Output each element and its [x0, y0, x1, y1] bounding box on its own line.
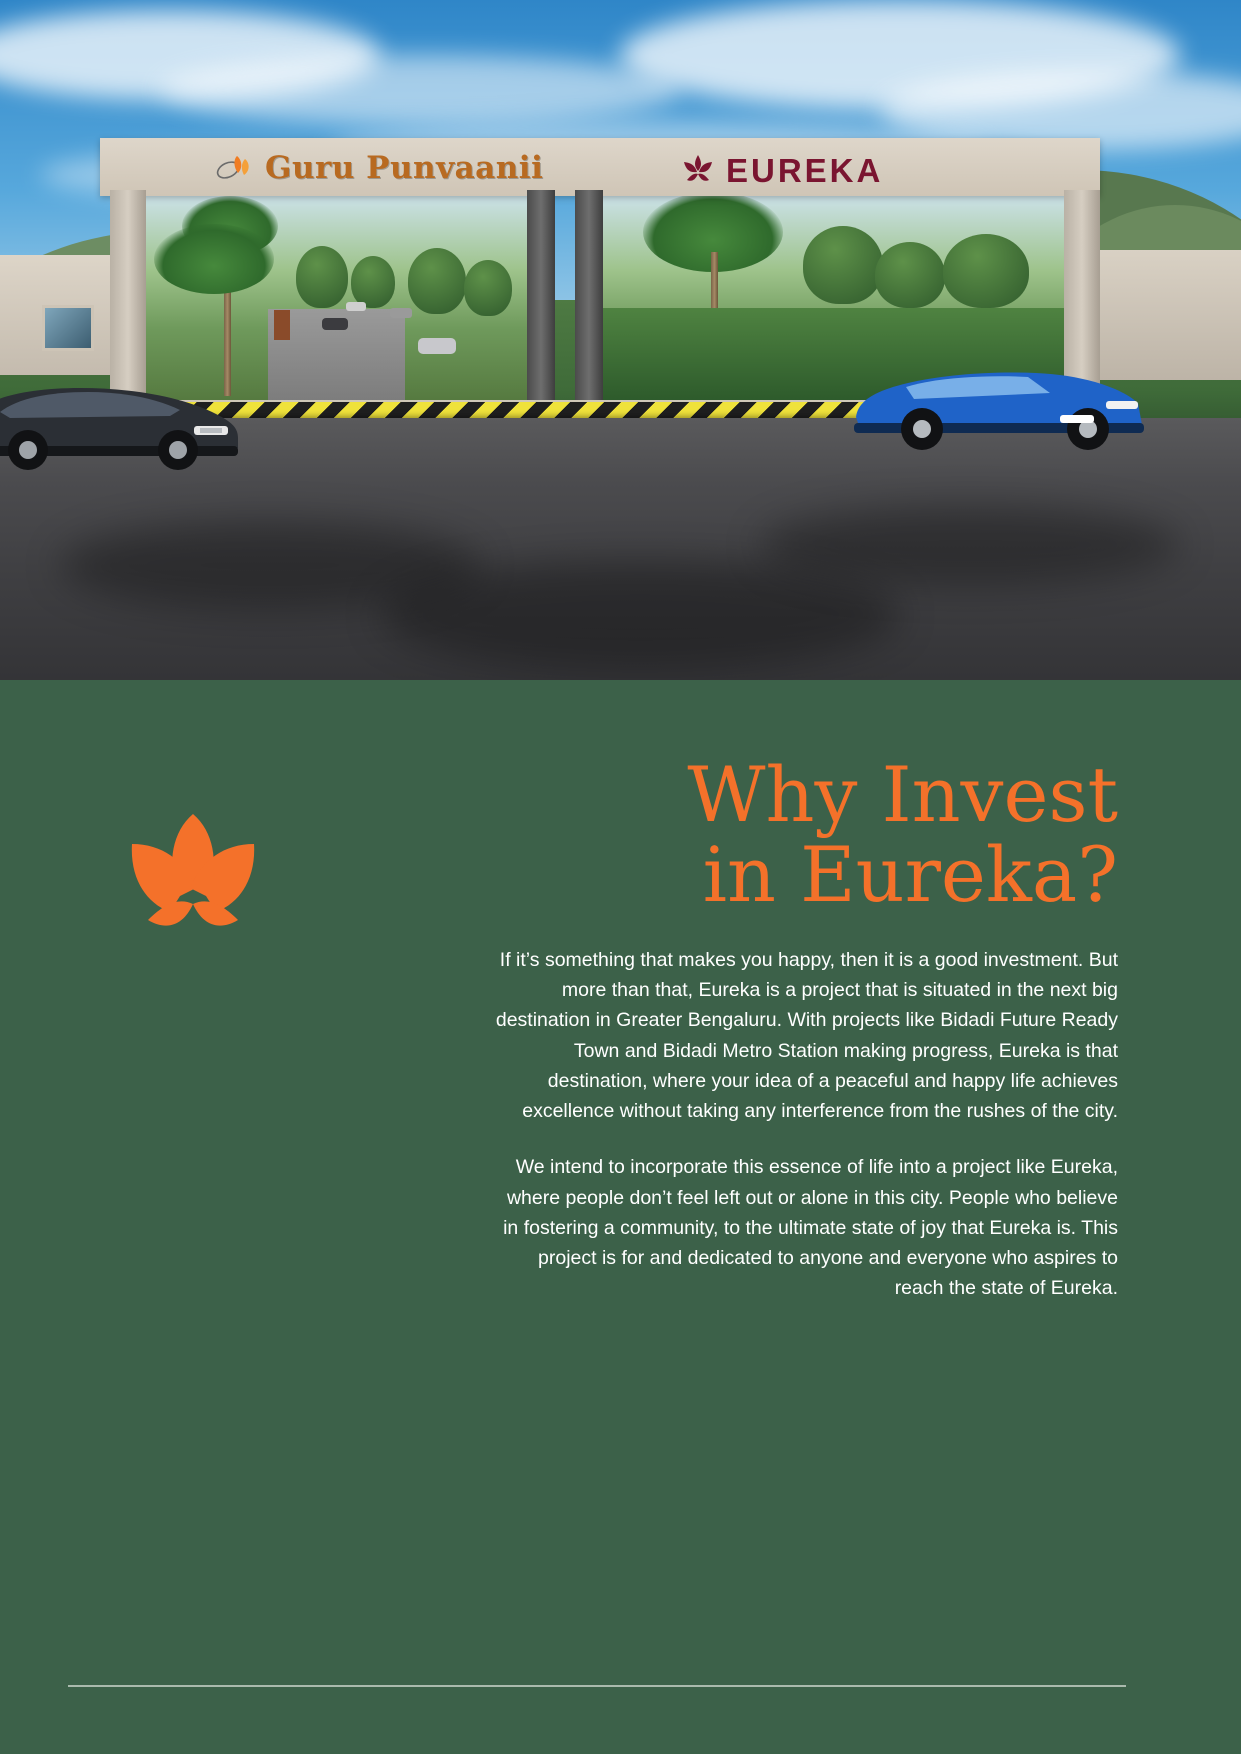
tree-shape [296, 246, 348, 308]
body-copy [490, 945, 1118, 1303]
hero-image [0, 0, 1241, 680]
car-shape [418, 338, 456, 354]
tree-shadow [760, 505, 1180, 585]
gate-house-window [42, 305, 94, 351]
gate-signage-right [680, 152, 883, 190]
gate-signage-left-text: Guru Punvaanii [265, 150, 544, 186]
gate-signage-right-text: EUREKA [726, 152, 884, 189]
paragraph-1: If it’s something that makes you happy, then it is a good investment. But more than that, Eureka is a project that is situated in the next big destination in Greater Bengaluru. With projects like Bidadi Future Ready Town and Bidadi Metro Station making progress, Eureka is that destination, where your idea of a peaceful and happy life achieves excellence without taking any interference from the rushes of the city. [495, 949, 1118, 1123]
tree-shape [464, 260, 512, 316]
car-shape [390, 308, 412, 318]
palm-tree-icon [154, 224, 274, 294]
guru-punvaanii-leaf-logo [215, 150, 255, 186]
gate-pillar [527, 190, 555, 425]
cloud-shape [160, 55, 680, 125]
paragraph-2: We intend to incorporate this essence of life into a project like Eureka, where people don’t feel left out or alone in this city. People who believe in fostering a community, to the ultimate state of joy that Eureka is. This project is for and dedicated to anyone and everyone who aspires to reach the state of Eureka. [503, 1156, 1118, 1300]
tree-shadow [380, 560, 900, 670]
tree-shape [803, 226, 883, 304]
eureka-sunburst-logo [118, 810, 268, 950]
dark-sedan [0, 362, 290, 472]
content-section [0, 680, 1241, 1754]
car-shape [346, 302, 366, 311]
page-title [418, 750, 1118, 919]
car-shape [322, 318, 348, 330]
tree-shape [875, 242, 945, 308]
car-shape [274, 310, 290, 340]
footer-divider [68, 1685, 1126, 1687]
tree-shape [351, 256, 395, 308]
blue-coupe [850, 345, 1150, 455]
gate-signage-left [215, 150, 543, 186]
eureka-flame-logo [680, 154, 716, 188]
headline-line-1: Why Invest [687, 750, 1118, 839]
tree-shape [408, 248, 466, 314]
headline-line-2: in Eureka? [702, 829, 1118, 919]
tree-shape [943, 234, 1029, 308]
gate-pillar [575, 190, 603, 425]
